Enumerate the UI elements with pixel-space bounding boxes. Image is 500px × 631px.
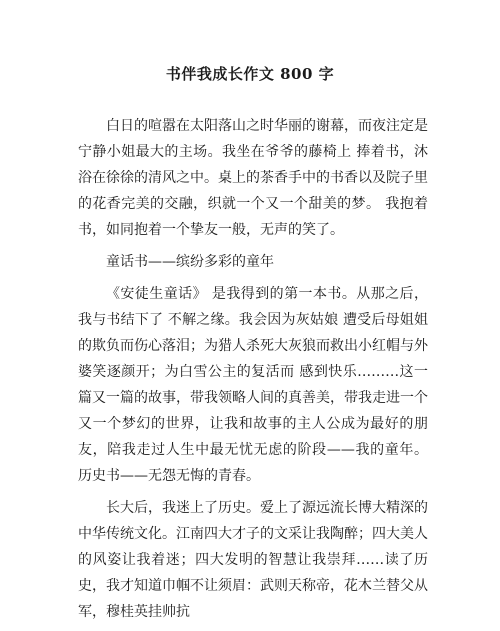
document-body [78,113,428,631]
document-title: 书伴我成长作文 800 字 [165,65,335,83]
paragraph-history: 长大后，我迷上了历史。爱上了源远流长博大精深的中华传统文化。江南四大才子的文采让我陶醉；四大美人的风姿让我着迷；四大发明的智慧让我崇拜……读了历史，我才知道巾帼不让须眉：武则天称帝，花木兰替父从军，穆桂英挂帅抗 [78,500,428,620]
paragraph-fairy-tale: 《安徒生童话》 是我得到的第一本书。从那之后，我与书结下了 不解之缘。我会因为灰姑娘 遭受后母姐姐的欺负而伤心落泪；为猎人杀死大灰狼而救出小红帽与外婆笑逐颜开；为白雪公主的复活而 感到快乐………这一篇又一篇的故事，带我领略人间的真善美，带我走进一个又一个梦幻的世界，让我和故事的主人公成为最好的朋友，陪我走过人生中最无忧无虑的阶段——我的童年。 历史书——无怨无悔的青春。 [78,286,428,484]
paragraph-fairy-tale-heading: 童话书——缤纷多彩的童年 [106,254,274,270]
paragraph-intro: 白日的喧嚣在太阳落山之时华丽的谢幕，而夜注定是宁静小姐最大的主场。我坐在爷爷的藤椅上 捧着书，沐浴在徐徐的清风之中。桌上的茶香手中的书香以及院子里的花香完美的交融，织就一个又一个甜美的梦。 我抱着书，如同抱着一个挚友一般，无声的笑了。 [78,118,428,238]
